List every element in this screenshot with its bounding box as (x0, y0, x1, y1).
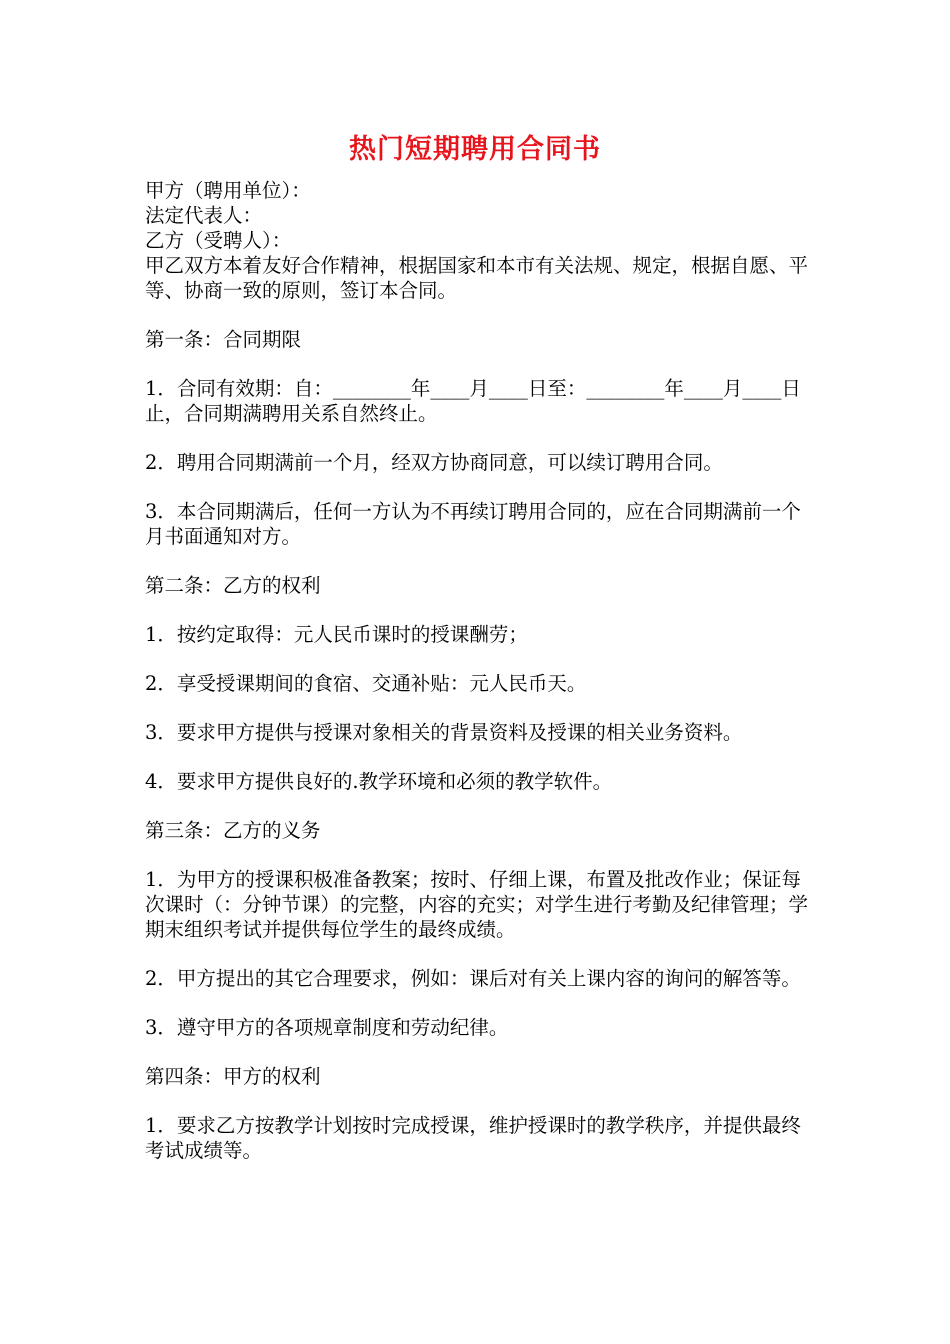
section-heading-2: 第二条：乙方的权利 (145, 574, 321, 597)
preamble-paragraph: 甲乙双方本着友好合作精神，根据国家和本市有关法规、规定，根据自愿、平等、协商一致的原则，签订本合同。 (145, 254, 809, 302)
clause-3-2: 2．甲方提出的其它合理要求，例如：课后对有关上课内容的询问的解答等。 (145, 967, 801, 990)
party-b-line: 乙方（受聘人）： (145, 229, 292, 252)
clause-2-1: 1．按约定取得：元人民币课时的授课酬劳； (145, 623, 528, 646)
clause-3-1: 1．为甲方的授课积极准备教案；按时、仔细上课，布置及批改作业；保证每次课时（：分钟节课）的完整，内容的充实；对学生进行考勤及纪律管理；学期末组织考试并提供每位学生的最终成绩。 (145, 868, 809, 941)
section-heading-1: 第一条：合同期限 (145, 328, 302, 351)
clause-1-3: 3．本合同期满后，任何一方认为不再续订聘用合同的，应在合同期满前一个月书面通知对方。 (145, 500, 801, 548)
document-title: 热门短期聘用合同书 (349, 134, 601, 165)
document-body (145, 178, 817, 1163)
clause-2-4: 4．要求甲方提供良好的.教学环境和必须的教学软件。 (145, 770, 613, 793)
party-a-line: 甲方（聘用单位）： (145, 179, 311, 202)
section-heading-3: 第三条：乙方的义务 (145, 819, 321, 842)
legal-representative-line: 法定代表人： (145, 204, 263, 227)
clause-1-1: 1．合同有效期：自：________年____月____日至：________年____月____日止，合同期满聘用关系自然终止。 (145, 377, 801, 425)
clause-4-1: 1．要求乙方按教学计划按时完成授课，维护授课时的教学秩序，并提供最终考试成绩等。 (145, 1114, 801, 1162)
clause-2-2: 2．享受授课期间的食宿、交通补贴：元人民币天。 (145, 672, 587, 695)
section-heading-4: 第四条：甲方的权利 (145, 1065, 321, 1088)
clause-1-2: 2．聘用合同期满前一个月，经双方协商同意，可以续订聘用合同。 (145, 451, 723, 474)
clause-2-3: 3．要求甲方提供与授课对象相关的背景资料及授课的相关业务资料。 (145, 721, 743, 744)
clause-3-3: 3．遵守甲方的各项规章制度和劳动纪律。 (145, 1016, 509, 1039)
